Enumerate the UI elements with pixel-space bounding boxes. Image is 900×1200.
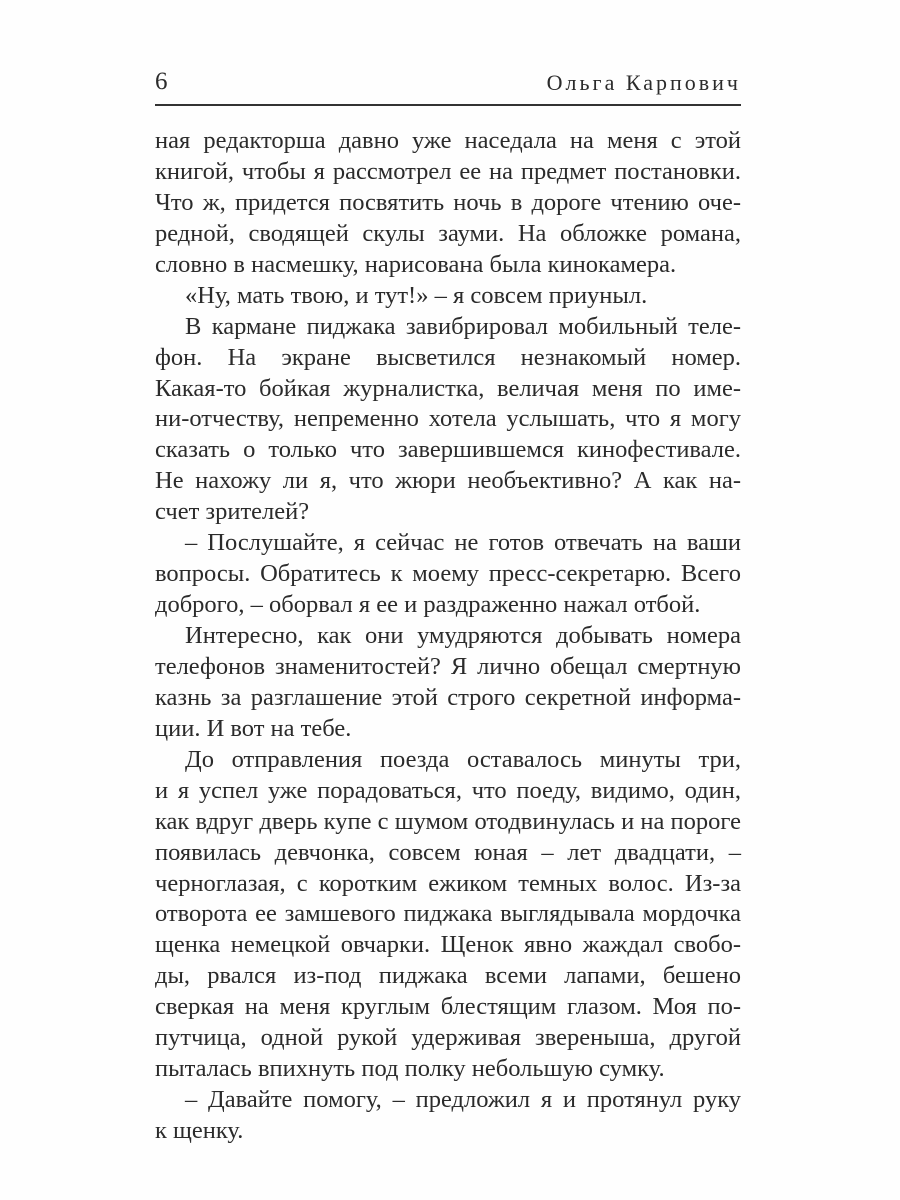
text-line: Не нахожу ли я, что жюри необъективно? А как на- [155,467,741,495]
text-line: вопросы. Обратитесь к моему пресс-секретарю. Всего [155,560,741,588]
text-line: телефонов знаменитостей? Я лично обещал смертную [155,652,741,680]
running-header-author: Ольга Карпович [546,70,741,95]
text-line: словно в насмешку, нарисована была кинокамера. [155,250,677,278]
text-line: и я успел уже порадоваться, что поеду, видимо, один, [155,776,741,804]
text-line: ды, рвался из-под пиджака всеми лапами, бешено [155,962,741,990]
text-line: черноглазая, с коротким ежиком темных волос. Из-за [155,869,741,897]
text-line: Что ж, придется посвятить ночь в дороге чтению оче- [155,188,741,216]
running-header [155,66,741,106]
header-rule [155,104,741,106]
text-line: Интересно, как они умудряются добывать номера [185,622,741,649]
text-line: редной, сводящей скулы зауми. На обложке романа, [155,219,741,247]
text-line: путчица, одной рукой удерживая звереныша, другой [155,1024,741,1052]
text-line: В кармане пиджака завибрировал мобильный теле- [185,312,741,340]
text-line: счет зрителей? [155,498,310,526]
text-line: щенка немецкой овчарки. Щенок явно жаждал свобо- [155,931,741,959]
text-line: – Давайте помогу, – предложил я и протянул руку [185,1086,741,1114]
text-line: «Ну, мать твою, и тут!» – я совсем приуныл. [185,281,648,309]
text-line: До отправления поезда оставалось минуты три, [185,745,741,773]
text-line: отворота ее замшевого пиджака выглядывала мордочка [155,900,741,928]
text-line: пыталась впихнуть под полку небольшую сумку. [155,1055,665,1083]
text-line: доброго, – оборвал я ее и раздраженно нажал отбой. [155,591,701,619]
text-line: книгой, чтобы я рассмотрел ее на предмет постановки. [155,157,741,185]
text-line: казнь за разглашение этой строго секретной информа- [155,683,741,711]
text-line: сказать о только что завершившемся кинофестивале. [155,436,741,464]
text-line: – Послушайте, я сейчас не готов отвечать на ваши [185,529,741,557]
text-line: ции. И вот на тебе. [155,714,352,742]
text-line: появилась девчонка, совсем юная – лет двадцати, – [155,838,741,866]
body-text [155,126,741,1147]
text-line: сверкая на меня круглым блестящим глазом. Моя по- [155,993,741,1021]
page-number: 6 [155,68,168,95]
text-line: Какая-то бойкая журналистка, величая меня по име- [155,374,741,402]
text-line: как вдруг дверь купе с шумом отодвинулась и на пороге [155,807,741,835]
text-line: ная редакторша давно уже наседала на меня с этой [155,127,741,154]
text-line: к щенку. [155,1117,244,1144]
text-line: фон. На экране высветился незнакомый номер. [155,343,741,371]
text-line: ни-отчеству, непременно хотела услышать, что я могу [155,405,741,433]
